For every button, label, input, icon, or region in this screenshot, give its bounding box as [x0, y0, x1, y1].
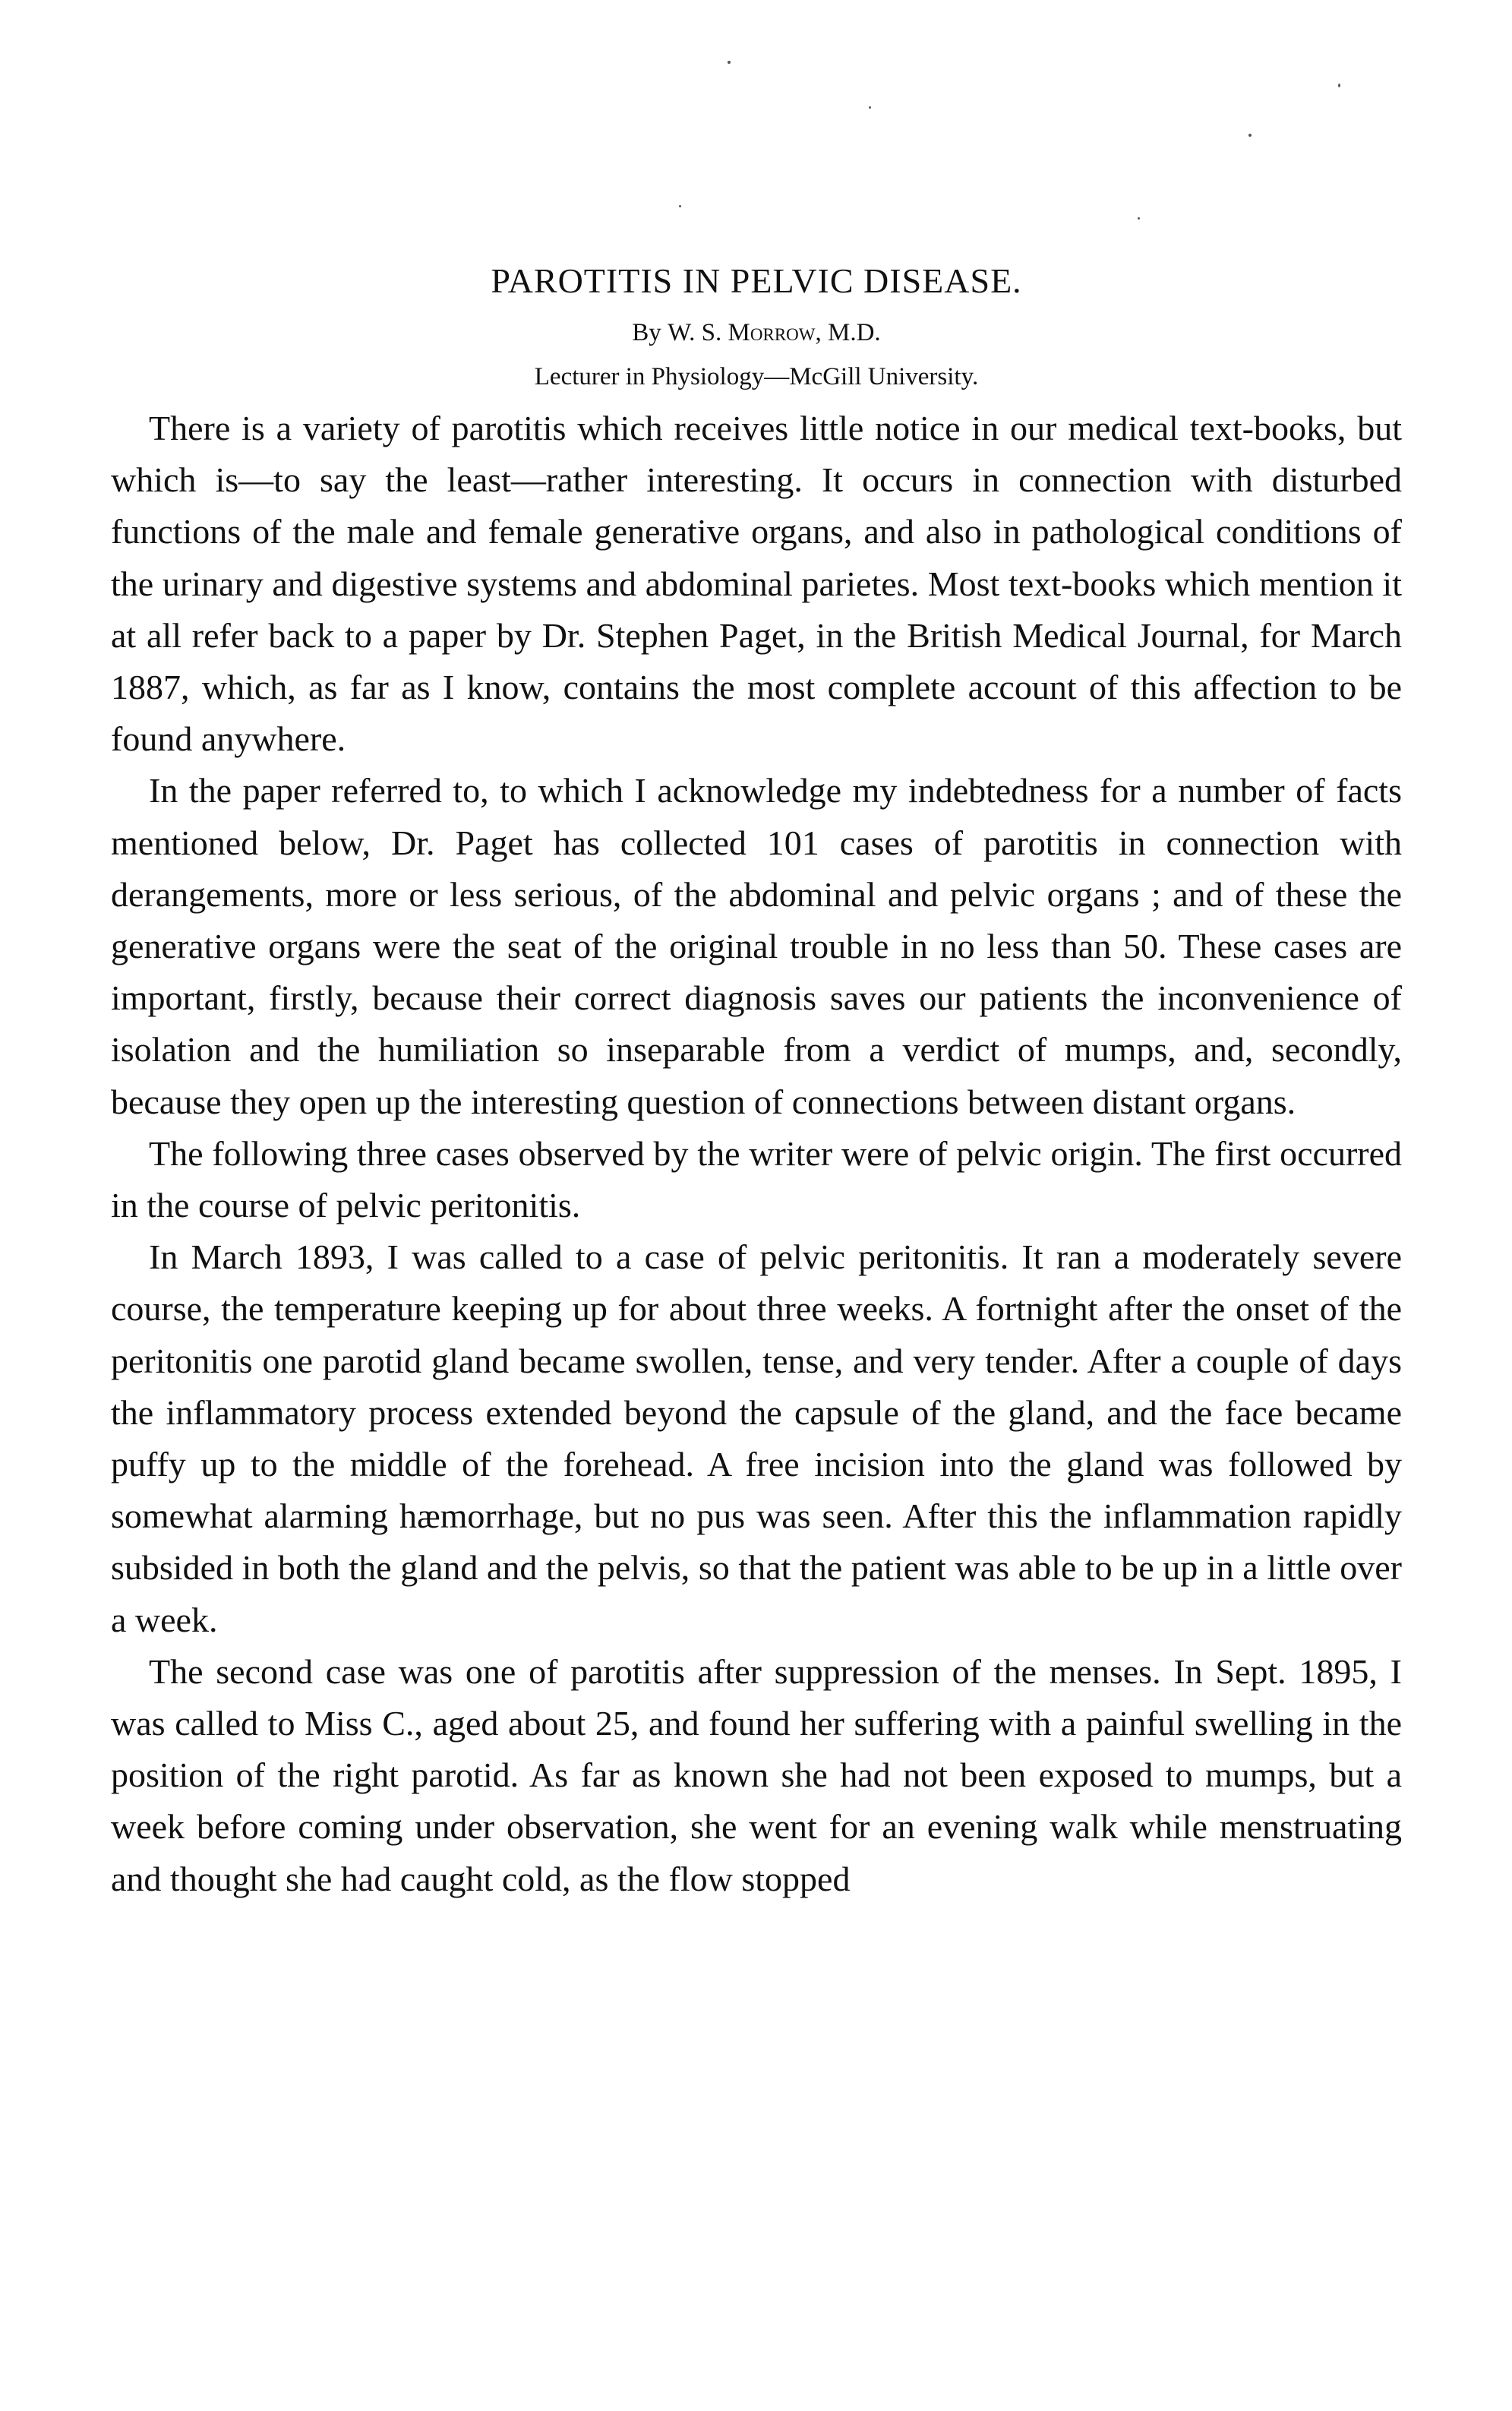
scan-speck	[679, 205, 681, 207]
document-page	[111, 258, 1402, 1905]
body-paragraph: The second case was one of parotitis after suppression of the menses. In Sept. 1895, I was called to Miss C., aged about 25, and found her suffering with a painful swelling in the position of the right parotid. As far as known she had not been exposed to mumps, but a week before coming under observation, she went for an evening walk while menstruating and thought she had caught cold, as the flow stopped	[111, 1651, 1402, 1898]
scan-speck	[1338, 84, 1340, 87]
author-degree: , M.D.	[815, 319, 881, 346]
body-paragraph: In the paper referred to, to which I acknowledge my indebtedness for a number of facts mentioned below, Dr. Paget has collected 101 cases of parotitis in connection with derangements, more or less serious, of the abdominal and pelvic organs ; and of these the generative organs were the seat of the original trouble in no less than 50. These cases are important, firstly, because their correct diagnosis saves our patients the inconvenience of isolation and the humiliation so inseparable from a verdict of mumps, and, secondly, because they open up the interesting question of connections between distant organs.	[111, 771, 1402, 1121]
author-affiliation: Lecturer in Physiology—McGill University.	[534, 363, 979, 390]
scan-speck	[1138, 217, 1140, 220]
author-byline	[111, 311, 1402, 354]
scan-speck	[728, 61, 731, 64]
body-paragraph: The following three cases observed by the writer were of pelvic origin. The first occurred in the course of pelvic peritonitis.	[111, 1133, 1402, 1225]
scan-speck	[1248, 134, 1252, 137]
scan-speck	[869, 106, 871, 109]
body-paragraph: In March 1893, I was called to a case of pelvic peritonitis. It ran a moderately severe course, the temperature keeping up for about three weeks. A fortnight after the onset of the peritonitis one parotid gland became swollen, tense, and very tender. After a couple of days the inflammatory process extended beyond the capsule of the gland, and the face became puffy up to the middle of the forehead. A free incision into the gland was followed by somewhat alarming hæmorrhage, but no pus was seen. After this the inflammation rapidly subsided in both the gland and the pelvis, so that the patient was able to be up in a little over a week.	[111, 1237, 1402, 1639]
byline-prefix: By	[632, 319, 668, 346]
article-title: PAROTITIS IN PELVIC DISEASE.	[491, 261, 1022, 300]
author-name: W. S. Morrow	[668, 319, 816, 346]
body-paragraph: There is a variety of parotitis which receives little notice in our medical text-books, but which is—to say the least—rather interesting. It occurs in connection with disturbed functions of the male and female generative organs, and also in pathological conditions of the urinary and digestive systems and abdominal parietes. Most text-books which mention it at all refer back to a paper by Dr. Stephen Paget, in the British Medical Journal, for March 1887, which, as far as I know, contains the most complete account of this affection to be found anywhere.	[111, 409, 1402, 759]
